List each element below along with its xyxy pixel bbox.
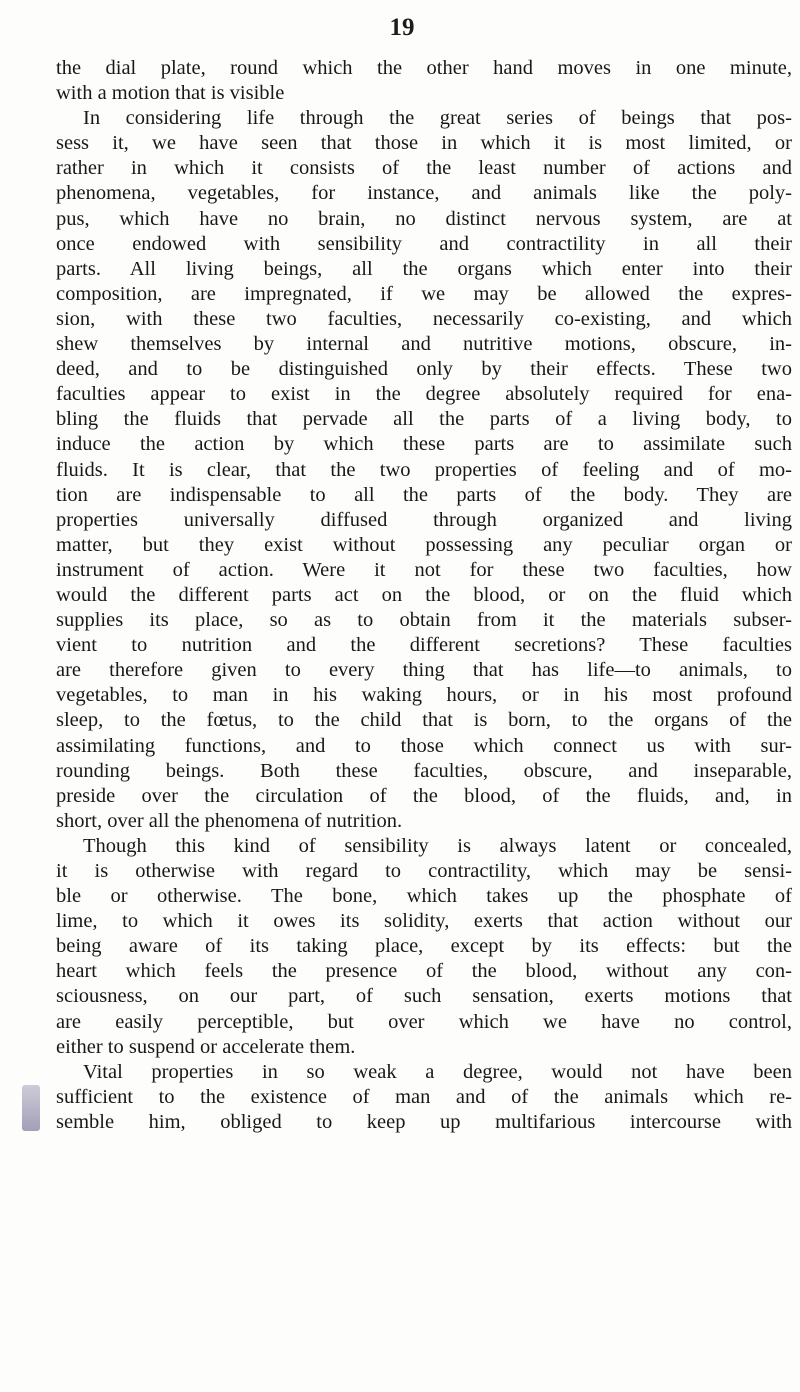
text-line: rounding beings. Both these faculties, obscure, and inseparable, bbox=[56, 759, 792, 782]
text-line: heart which feels the presence of the blood, without any con- bbox=[56, 960, 792, 983]
text-line: Though this kind of sensibility is always latent or concealed, bbox=[83, 834, 792, 857]
text-line: fluids. It is clear, that the two properties of feeling and of mo- bbox=[56, 458, 792, 481]
text-line: the dial plate, round which the other hand moves in one minute, bbox=[56, 57, 792, 79]
text-line: phenomena, vegetables, for instance, and animals like the poly- bbox=[56, 182, 792, 205]
text-line: would the different parts act on the blood, or on the fluid which bbox=[56, 583, 792, 606]
text-line: preside over the circulation of the blood, of the fluids, and, in bbox=[56, 784, 792, 807]
text-line: vient to nutrition and the different secretions? These faculties bbox=[56, 634, 792, 657]
text-line: once endowed with sensibility and contractility in all their bbox=[56, 232, 792, 255]
text-line: lime, to which it owes its solidity, exerts that action without our bbox=[56, 910, 792, 933]
text-line: faculties appear to exist in the degree absolutely required for ena- bbox=[56, 383, 792, 406]
text-line: it is otherwise with regard to contractility, which may be sensi- bbox=[56, 860, 792, 882]
text-line: with a motion that is visible bbox=[56, 82, 285, 105]
margin-ink-mark bbox=[22, 1085, 40, 1131]
page-number: 19 bbox=[389, 14, 415, 41]
text-line: being aware of its taking place, except by its effects: but the bbox=[56, 935, 792, 958]
text-line: assimilating functions, and to those which connect us with sur- bbox=[56, 734, 792, 757]
text-line: deed, and to be distinguished only by their effects. These two bbox=[56, 358, 792, 381]
text-line: properties universally diffused through organized and living bbox=[56, 508, 792, 531]
text-line: ble or otherwise. The bone, which takes up the phosphate of bbox=[56, 885, 792, 908]
text-line: parts. All living beings, all the organs which enter into their bbox=[56, 257, 792, 280]
text-line: Vital properties in so weak a degree, would not have been bbox=[83, 1060, 792, 1083]
text-line: supplies its place, so as to obtain from it the materials subser- bbox=[56, 609, 792, 632]
text-line: matter, but they exist without possessing any peculiar organ or bbox=[56, 533, 792, 556]
text-line: sciousness, on our part, of such sensation, exerts motions that bbox=[56, 985, 792, 1008]
text-line: semble him, obliged to keep up multifarious intercourse with bbox=[56, 1110, 792, 1133]
text-line: short, over all the phenomena of nutrition. bbox=[56, 809, 403, 832]
text-line: sess it, we have seen that those in which it is most limited, or bbox=[56, 132, 792, 155]
text-line: rather in which it consists of the least number of actions and bbox=[56, 157, 792, 180]
text-line: composition, are impregnated, if we may be allowed the expres- bbox=[56, 282, 792, 305]
text-line: instrument of action. Were it not for these two faculties, how bbox=[56, 558, 792, 581]
text-line: are therefore given to every thing that has life—to animals, to bbox=[56, 659, 792, 682]
text-line: bling the fluids that pervade all the parts of a living body, to bbox=[56, 408, 792, 431]
text-line: are easily perceptible, but over which we have no control, bbox=[56, 1010, 792, 1033]
text-line: vegetables, to man in his waking hours, or in his most profound bbox=[56, 684, 792, 707]
body-text bbox=[56, 56, 792, 1135]
text-line: shew themselves by internal and nutritive motions, obscure, in- bbox=[56, 333, 792, 356]
text-line: induce the action by which these parts are to assimilate such bbox=[56, 433, 792, 456]
text-line: pus, which have no brain, no distinct nervous system, are at bbox=[56, 207, 792, 230]
text-line: sion, with these two faculties, necessarily co-existing, and which bbox=[56, 307, 792, 330]
text-line: In considering life through the great series of beings that pos- bbox=[83, 107, 792, 130]
text-line: either to suspend or accelerate them. bbox=[56, 1035, 356, 1058]
text-line: sleep, to the fœtus, to the child that is born, to the organs of the bbox=[56, 709, 792, 732]
text-line: sufficient to the existence of man and of the animals which re- bbox=[56, 1085, 792, 1108]
text-line: tion are indispensable to all the parts of the body. They are bbox=[56, 483, 792, 506]
